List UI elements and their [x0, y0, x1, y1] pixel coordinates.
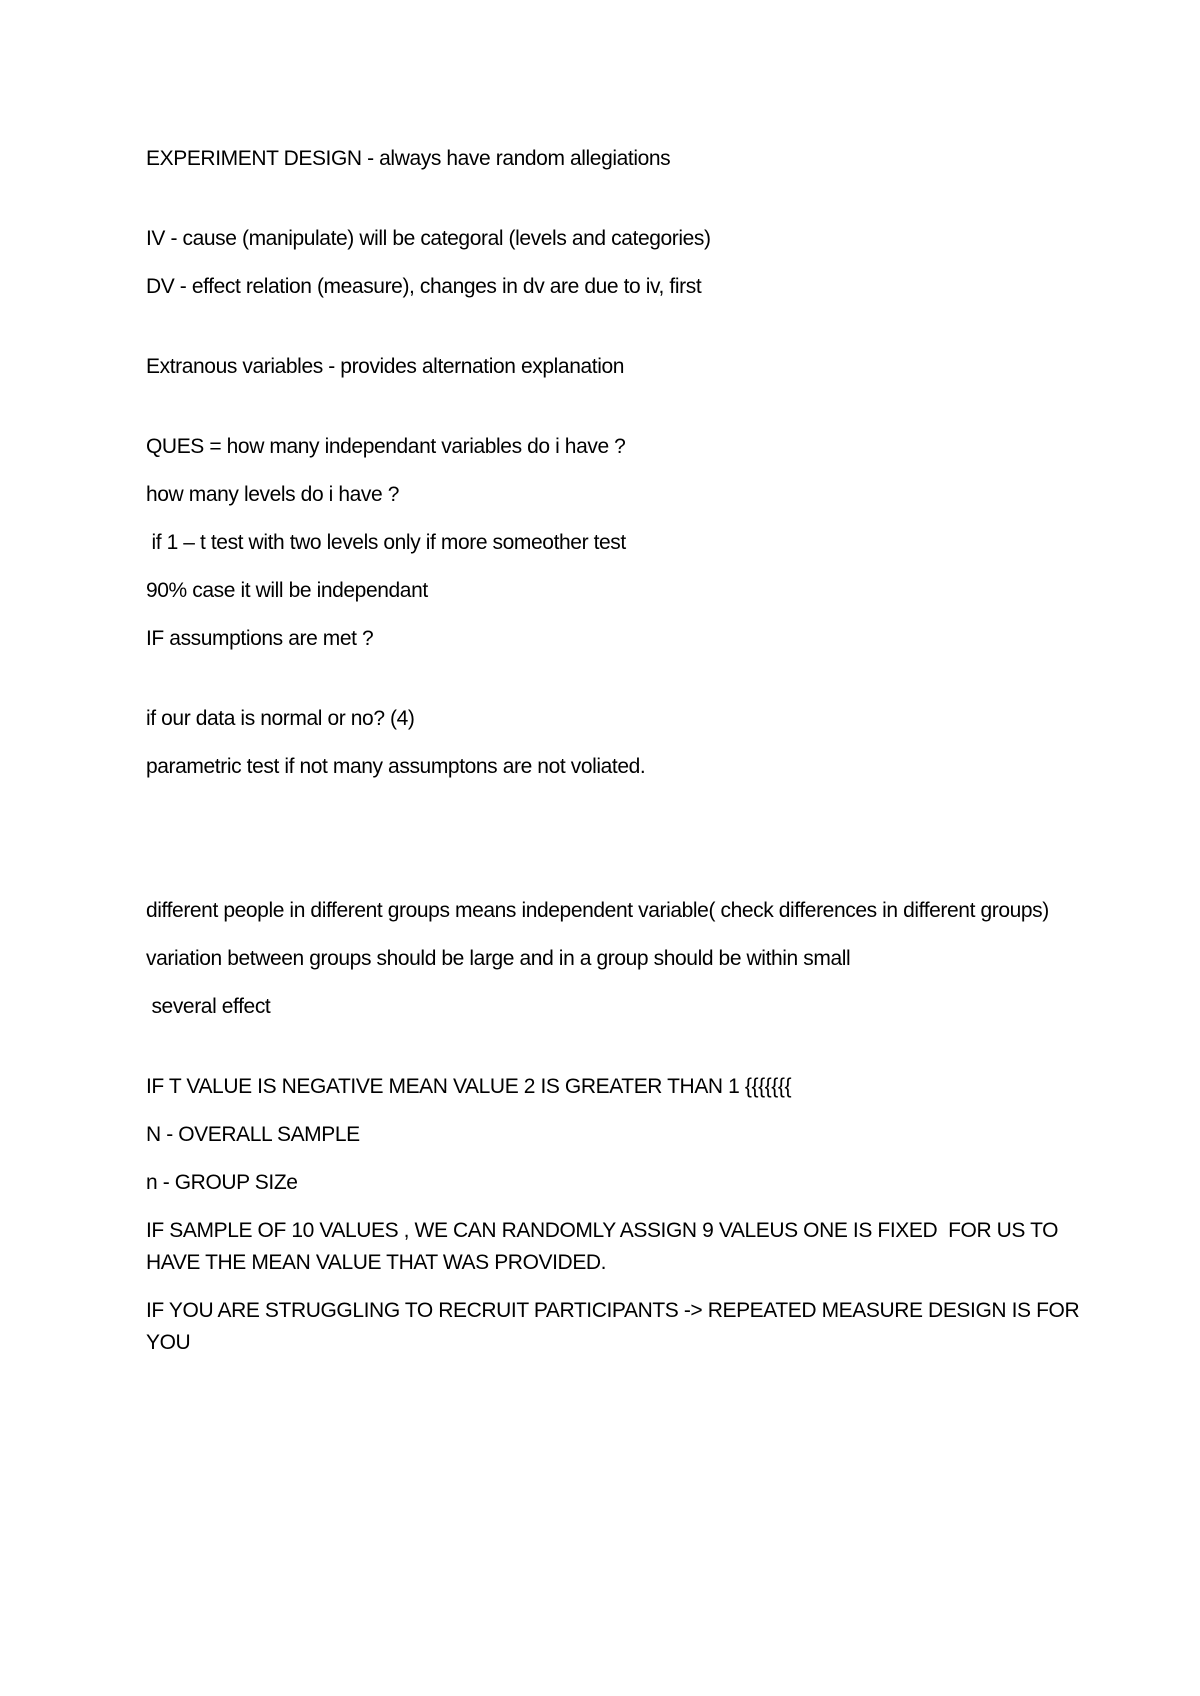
note-line-variation: variation between groups should be large and in a group should be within small: [146, 947, 851, 970]
note-line-iv: IV - cause (manipulate) will be categoral (levels and categories): [146, 227, 711, 250]
note-line-extraneous-variables: Extranous variables - provides alternation explanation: [146, 355, 625, 378]
note-line-question-levels: how many levels do i have ?: [146, 483, 400, 506]
note-line-repeated-measure: IF YOU ARE STRUGGLING TO RECRUIT PARTICIPANTS -> REPEATED MEASURE DESIGN IS FOR YOU: [146, 1299, 1085, 1354]
note-line-group-size: n - GROUP SIZe: [146, 1171, 298, 1194]
note-line-degrees-of-freedom: IF SAMPLE OF 10 VALUES , WE CAN RANDOMLY ASSIGN 9 VALEUS ONE IS FIXED FOR US TO HAVE THE MEAN VALUE THAT WAS PROVIDED.: [146, 1219, 1064, 1274]
note-line-t-value-negative: IF T VALUE IS NEGATIVE MEAN VALUE 2 IS GREATER THAN 1 {{{{{{{: [146, 1075, 792, 1098]
note-line-independant-case: 90% case it will be independant: [146, 579, 428, 602]
note-line-overall-sample: N - OVERALL SAMPLE: [146, 1123, 360, 1146]
note-line-parametric-test: parametric test if not many assumptons are not voliated.: [146, 755, 646, 778]
note-line-normal-data: if our data is normal or no? (4): [146, 707, 415, 730]
note-line-assumptions: IF assumptions are met ?: [146, 627, 374, 650]
document-page: [146, 143, 1086, 1375]
note-line-several-effect: several effect: [146, 995, 271, 1018]
note-line-dv: DV - effect relation (measure), changes in dv are due to iv, first: [146, 275, 702, 298]
note-line-experiment-design: EXPERIMENT DESIGN - always have random allegiations: [146, 147, 671, 170]
note-line-question-iv-count: QUES = how many independant variables do i have ?: [146, 435, 626, 458]
note-line-t-test: if 1 – t test with two levels only if more someother test: [146, 531, 626, 554]
note-line-different-groups: different people in different groups means independent variable( check differences in different groups): [146, 899, 1049, 922]
